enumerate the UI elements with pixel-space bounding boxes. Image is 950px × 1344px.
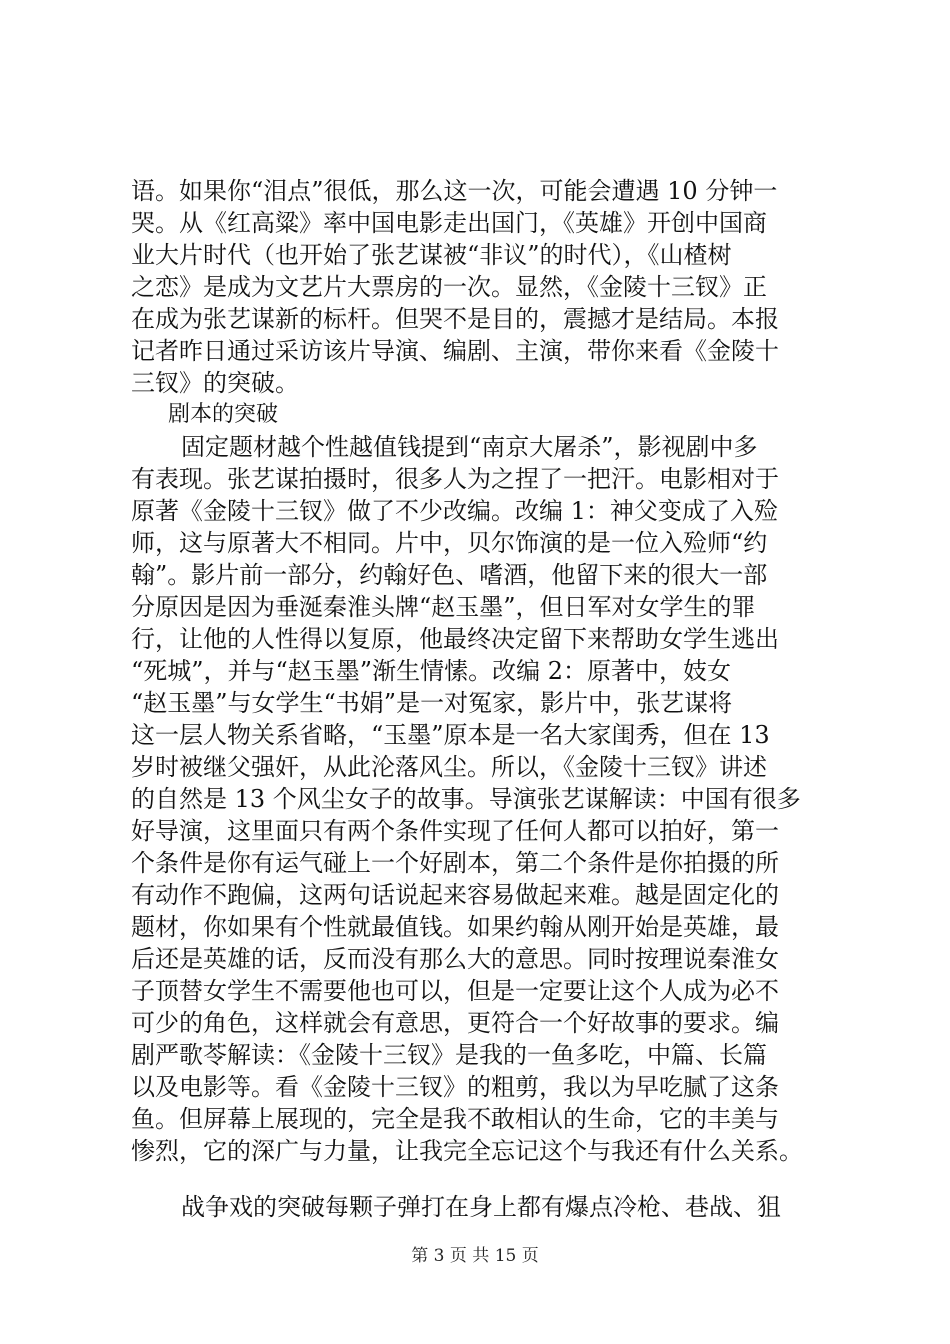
text-line: 翰”。影片前一部分，约翰好色、嗜酒，他留下来的很大一部 [131, 561, 768, 589]
text-line: 好导演，这里面只有两个条件实现了任何人都可以拍好，第一 [131, 817, 779, 845]
section-heading: 剧本的突破 [168, 402, 279, 427]
section-paragraph [131, 431, 831, 1167]
text-line: 记者昨日通过采访该片导演、编剧、主演，带你来看《金陵十 [131, 337, 779, 365]
text-line: 子顶替女学生不需要他也可以，但是一定要让这个人成为必不 [131, 977, 779, 1005]
text-line: 之恋》是成为文艺片大票房的一次。显然，《金陵十三钗》正 [131, 273, 767, 301]
text-line: 题材，你如果有个性就最值钱。如果约翰从刚开始是英雄，最 [131, 913, 779, 941]
text-line: “赵玉墨”与女学生“书娟”是一对冤家，影片中，张艺谋将 [131, 689, 733, 717]
text-line: 的自然是 13 个风尘女子的故事。导演张艺谋解读：中国有很多 [131, 785, 801, 813]
page-footer: 第 3 页 共 15 页 [411, 1246, 539, 1266]
text-line: 后还是英雄的话，反而没有那么大的意思。同时按理说秦淮女 [131, 945, 779, 973]
text-line: 个条件是你有运气碰上一个好剧本，第二个条件是你拍摄的所 [131, 849, 779, 877]
text-line: 分原因是因为垂涎秦淮头牌“赵玉墨”，但日军对女学生的罪 [131, 593, 756, 621]
text-line: 语。如果你“泪点”很低，那么这一次，可能会遭遇 10 分钟一 [131, 177, 778, 205]
paragraph-gap [131, 1167, 831, 1191]
text-line: 以及电影等。看《金陵十三钗》的粗剪，我以为早吃腻了这条 [131, 1073, 779, 1101]
text-line: 这一层人物关系省略，“玉墨”原本是一名大家闺秀，但在 13 [131, 721, 770, 749]
text-line-last: 战争戏的突破每颗子弹打在身上都有爆点冷枪、巷战、狙 [181, 1193, 781, 1221]
text-line: “死城”，并与“赵玉墨”渐生情愫。改编 2：原著中，妓女 [131, 657, 731, 685]
text-line: 业大片时代（也开始了张艺谋被“非议”的时代），《山楂树 [131, 241, 732, 269]
text-line: 可少的角色，这样就会有意思，更符合一个好故事的要求。编 [131, 1009, 779, 1037]
text-line: 原著《金陵十三钗》做了不少改编。改编 1：神父变成了入殓 [131, 497, 778, 525]
text-line: 固定题材越个性越值钱提到“南京大屠杀”，影视剧中多 [181, 433, 758, 461]
text-line: 哭。从《红高粱》率中国电影走出国门，《英雄》开创中国商 [131, 209, 767, 237]
text-line: 在成为张艺谋新的标杆。但哭不是目的，震撼才是结局。本报 [131, 305, 779, 333]
intro-paragraph [131, 175, 831, 399]
text-line: 岁时被继父强奸，从此沦落风尘。所以，《金陵十三钗》讲述 [131, 753, 767, 781]
text-line: 有表现。张艺谋拍摄时，很多人为之捏了一把汗。电影相对于 [131, 465, 779, 493]
text-line: 三钗》的突破。 [131, 369, 299, 397]
text-line: 惨烈，它的深广与力量，让我完全忘记这个与我还有什么关系。 [131, 1137, 803, 1165]
text-line: 剧严歌苓解读：《金陵十三钗》是我的一鱼多吃，中篇、长篇 [131, 1041, 767, 1069]
article-body [131, 175, 831, 1223]
text-line: 有动作不跑偏，这两句话说起来容易做起来难。越是固定化的 [131, 881, 779, 909]
text-line: 行，让他的人性得以复原，他最终决定留下来帮助女学生逃出 [131, 625, 779, 653]
text-line: 师，这与原著大不相同。片中，贝尔饰演的是一位入殓师“约 [131, 529, 768, 557]
text-line: 鱼。但屏幕上展现的，完全是我不敢相认的生命，它的丰美与 [131, 1105, 779, 1133]
